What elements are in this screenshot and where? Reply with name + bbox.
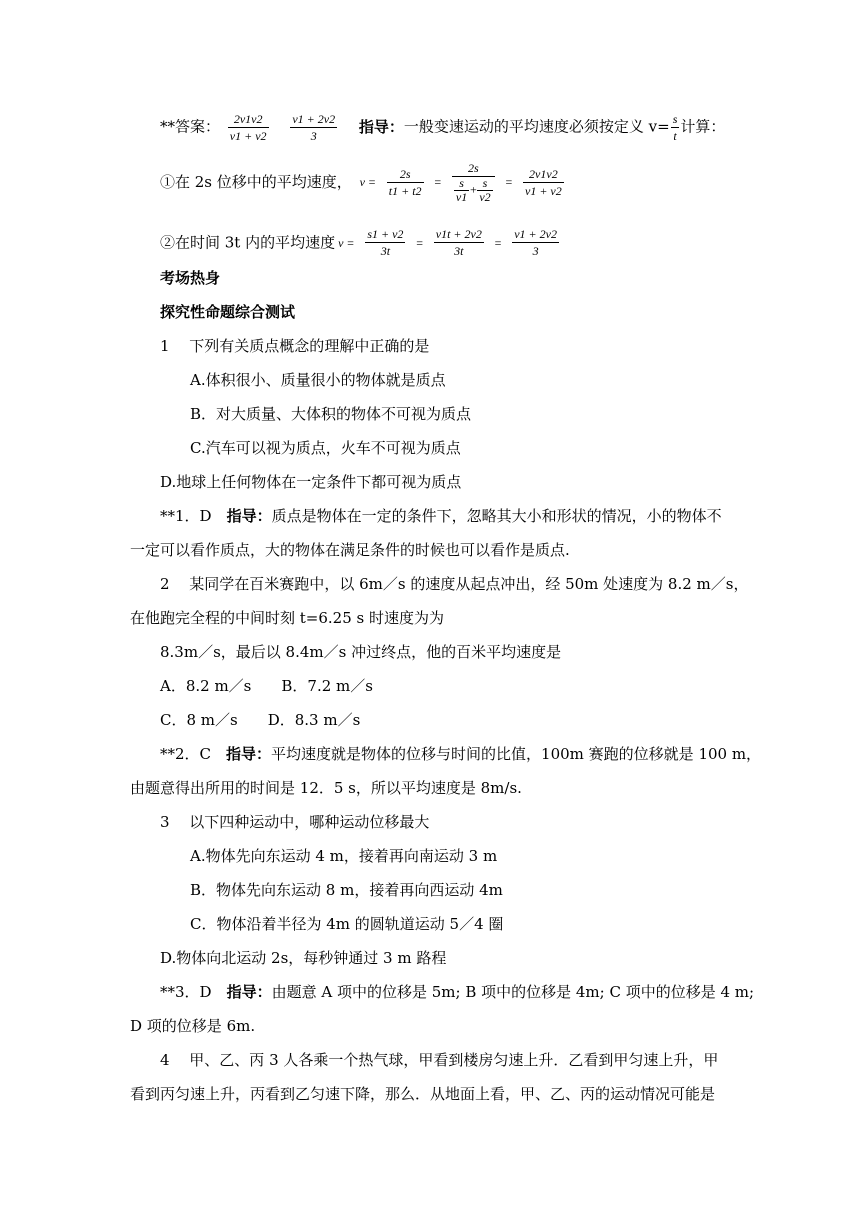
q1-option-c: C.汽车可以视为质点，火车不可视为质点	[190, 439, 461, 457]
guide-text-a: 一般变速运动的平均速度必须按定义 v=	[403, 117, 670, 136]
q3-answer-text-1: 由题意 A 项中的位移是 5m; B 项中的位移是 4m; C 项中的位移是 4 m;	[271, 983, 755, 1001]
q3-option-a: A.物体先向东运动 4 m，接着再向南运动 3 m	[190, 847, 498, 865]
q2-options-cd: C．8 m／s D．8.3 m／s	[160, 711, 361, 729]
q3-option-b: B．物体先向东运动 8 m，接着再向西运动 4m	[190, 881, 503, 899]
q3-answer-line-1	[160, 982, 754, 1002]
eq1-lead: ①在 2s 位移中的平均速度，	[160, 173, 352, 191]
q1-guide-label: 指导：	[226, 507, 272, 525]
equation-1: ①在 2s 位移中的平均速度， v = $\frac{2s}{t1 + t2}$ = 2s $\frac{s}{v1}$ + $\frac{s}{v2}$ = $\frac{2v1v2}{v1 + v2}$	[160, 161, 562, 204]
q1-option-b: B．对大质量、大体积的物体不可视为质点	[190, 405, 472, 423]
q4-stem-1: 4 甲、乙、丙 3 人各乘一个热气球，甲看到楼房匀速上升．乙看到甲匀速上升，甲	[160, 1051, 719, 1069]
eq2-fraction-1: $\frac{s1 + v2}{3t}$	[367, 227, 404, 258]
answer-fraction-1: $\frac{2v1v2}{v1 + v2}$	[229, 112, 267, 143]
q2-answer-line-1	[160, 744, 761, 764]
q2-answer-prefix: **2．C	[160, 745, 227, 763]
heading-warmup: 考场热身	[160, 269, 221, 287]
q2-stem-1: 2 某同学在百米赛跑中，以 6m／s 的速度从起点冲出，经 50m 处速度为 8.2 m／s，	[160, 575, 749, 593]
eq1-fraction-3: $\frac{2v1v2}{v1 + v2}$	[525, 166, 562, 198]
guide-fraction: $\frac{s}{t}$	[672, 112, 678, 143]
q3-answer-prefix: **3．D	[160, 983, 227, 1001]
q3-guide-label: 指导：	[226, 983, 272, 1001]
eq1-v: v =	[359, 175, 376, 189]
q2-stem-3: 8.3m／s，最后以 8.4m／s 冲过终点，他的百米平均速度是	[160, 643, 562, 661]
q3-option-c: C．物体沿着半径为 4m 的圆轨道运动 5／4 圈	[190, 915, 504, 933]
q1-stem: 1 下列有关质点概念的理解中正确的是	[160, 337, 430, 355]
q2-options-ab: A．8.2 m／s B．7.2 m／s	[160, 677, 373, 695]
q1-answer-line-2: 一定可以看作质点，大的物体在满足条件的时候也可以看作是质点.	[130, 541, 570, 559]
answer-prefix: **答案：	[160, 117, 221, 136]
q3-stem: 3 以下四种运动中，哪种运动位移最大	[160, 813, 430, 831]
guide-label: 指导：	[358, 117, 404, 136]
q1-answer-line-1	[160, 506, 722, 526]
eq2-fraction-3: $\frac{v1 + 2v2}{3}$	[514, 227, 557, 258]
eq2-lead: ②在时间 3t 内的平均速度	[160, 233, 336, 252]
eq2-fraction-2: $\frac{v1t + 2v2}{3t}$	[435, 227, 482, 258]
q1-answer-prefix: **1．D	[160, 507, 227, 525]
equation-2: ②在时间 3t 内的平均速度 v = $\frac{s1 + v2}{3t}$ = $\frac{v1t + 2v2}{3t}$ = $\frac{v1 + 2v2}{3}$	[160, 227, 557, 258]
q1-answer-text-1: 质点是物体在一定的条件下，忽略其大小和形状的情况，小的物体不	[271, 507, 722, 525]
guide-text-b: 计算：	[680, 117, 726, 136]
q2-answer-text-1: 平均速度就是物体的位移与时间的比值，100m 赛跑的位移就是 100 m，	[271, 745, 762, 763]
eq2-v: v =	[338, 235, 355, 250]
q2-answer-line-2: 由题意得出所用的时间是 12．5 s，所以平均速度是 8m/s.	[130, 779, 522, 797]
eq1-fraction-1: $\frac{2s}{t1 + t2}$	[388, 166, 422, 198]
q3-option-d: D.物体向北运动 2s，每秒钟通过 3 m 路程	[160, 949, 447, 967]
q2-guide-label: 指导：	[226, 745, 272, 763]
eq1-fraction-2: 2s $\frac{s}{v1}$ + $\frac{s}{v2}$	[452, 160, 495, 204]
answer-line	[160, 111, 725, 144]
q3-answer-line-2: D 项的位移是 6m.	[130, 1017, 256, 1035]
q1-option-a: A.体积很小、质量很小的物体就是质点	[190, 371, 446, 389]
heading-test: 探究性命题综合测试	[160, 303, 296, 321]
q1-option-d: D.地球上任何物体在一定条件下都可视为质点	[160, 473, 462, 491]
q4-stem-2: 看到丙匀速上升，丙看到乙匀速下降，那么．从地面上看，甲、乙、丙的运动情况可能是	[130, 1085, 716, 1103]
q2-stem-2: 在他跑完全程的中间时刻 t=6.25 s 时速度为为	[130, 609, 444, 627]
answer-fraction-2: $\frac{v1 + 2v2}{3}$	[292, 112, 336, 143]
